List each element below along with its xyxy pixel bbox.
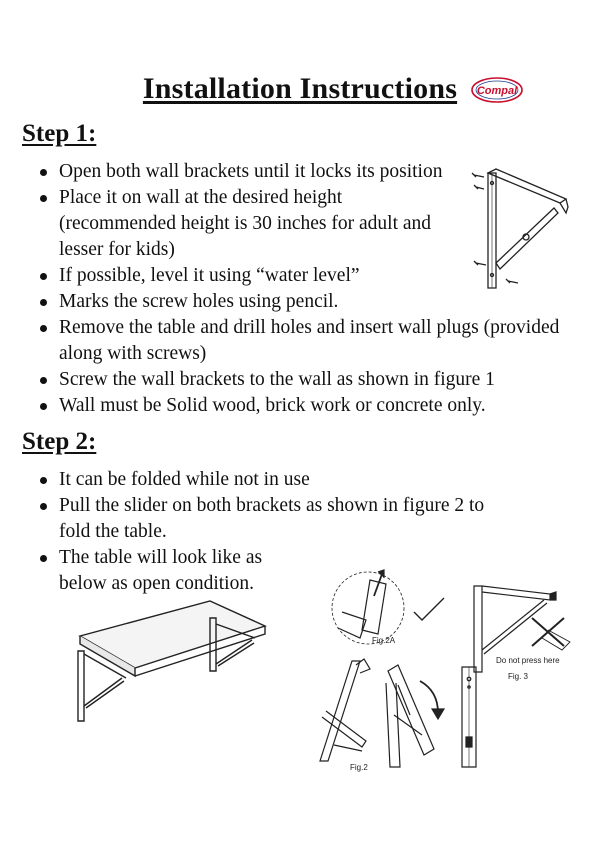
list-item: It can be folded while not in use: [37, 467, 507, 493]
fig2a-caption: Fig.2A: [372, 636, 396, 645]
list-item: Remove the table and drill holes and insert wall plugs (provided along with screws): [37, 315, 579, 367]
figure-2: [312, 655, 502, 775]
open-table-figure: [70, 596, 270, 726]
page-title: Installation Instructions: [142, 72, 458, 105]
step2-list: [37, 467, 507, 597]
list-item: Marks the screw holes using pencil.: [37, 289, 467, 315]
list-item: If possible, level it using “water level”: [37, 263, 467, 289]
list-item: Screw the wall brackets to the wall as shown in figure 1: [37, 367, 579, 393]
step1-heading: Step 1:: [22, 120, 97, 147]
list-item: Wall must be Solid wood, brick work or concrete only.: [37, 393, 579, 419]
logo-text: Compal: [476, 85, 518, 97]
wall-bracket-figure: [468, 163, 578, 293]
do-not-press-caption: Do not press here: [496, 656, 560, 665]
fig2-caption: Fig.2: [350, 763, 368, 772]
compal-logo: [471, 77, 523, 103]
step1-list: [37, 159, 560, 419]
figure-2a: [326, 568, 411, 648]
list-item: Place it on wall at the desired height (recommended height is 30 inches for adult and lesser for kids): [37, 185, 459, 263]
fig3-caption: Fig. 3: [508, 672, 529, 681]
list-item: Open both wall brackets until it locks its position: [37, 159, 489, 185]
list-item: Pull the slider on both brackets as shown in figure 2 to fold the table.: [37, 493, 519, 545]
list-item: The table will look like as below as open condition.: [37, 545, 284, 597]
check-icon: [412, 596, 446, 624]
step2-heading: Step 2:: [22, 428, 97, 455]
